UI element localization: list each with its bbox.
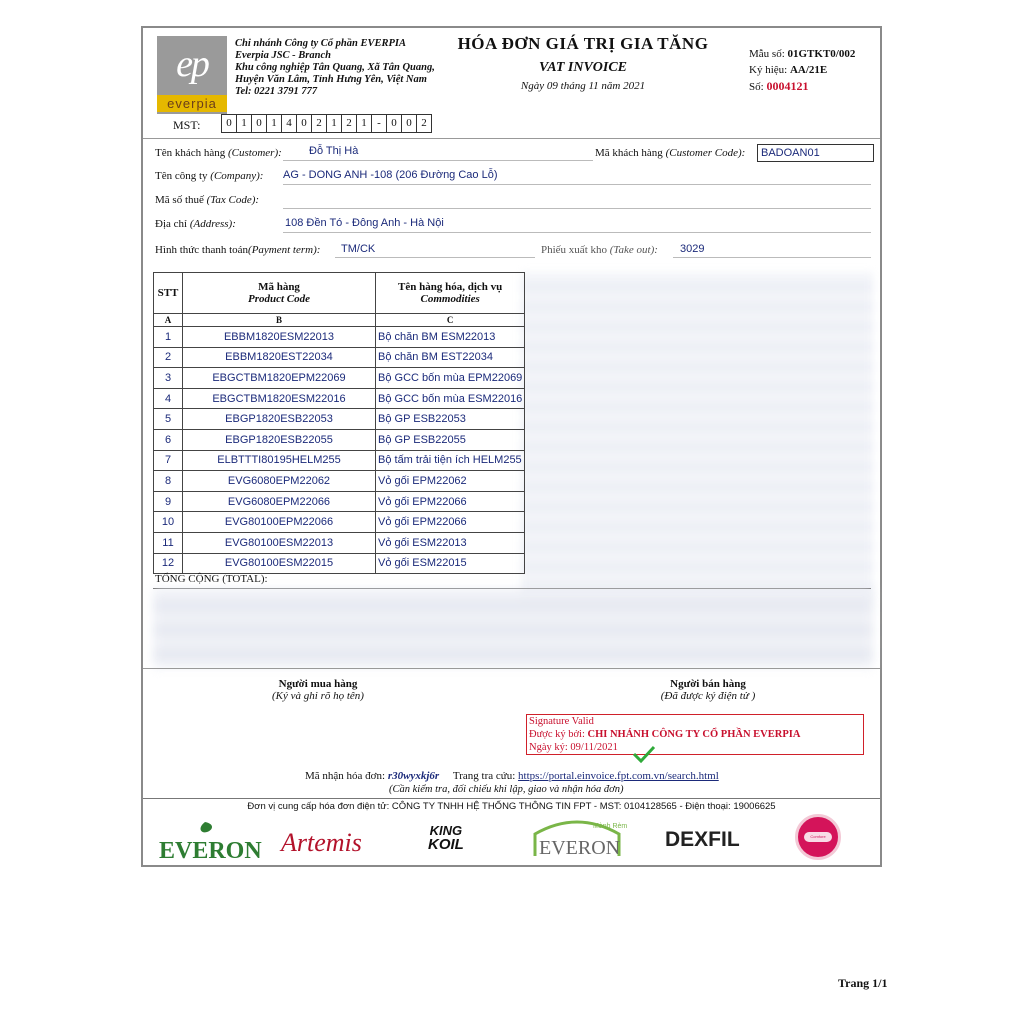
payment-term: TM/CK xyxy=(341,243,376,255)
mst-char: 0 xyxy=(401,114,416,133)
invoice-document xyxy=(141,26,882,867)
invoice-meta xyxy=(749,46,855,95)
check-icon xyxy=(632,744,656,764)
symbol-value: AA/21E xyxy=(789,64,828,76)
divider xyxy=(143,798,880,799)
table-row: 12 EVG80100ESM22015 Vỏ gối ESM22015 xyxy=(154,553,525,574)
payment-label: Hình thức thanh toán(Payment term): xyxy=(155,244,321,256)
mst-label: MST: xyxy=(173,118,201,132)
invoice-date: Ngày 09 tháng 11 năm 2021 xyxy=(520,80,646,92)
comfore-logo: Comfore OpulentTouch xyxy=(795,814,841,860)
mst-char: 0 xyxy=(296,114,311,133)
table-row: 10 EVG80100EPM22066 Vỏ gối EPM22066 xyxy=(154,512,525,533)
customer-name: Đỗ Thị Hà xyxy=(309,145,359,157)
symbol-label: Ký hiệu: xyxy=(749,64,790,76)
lookup-note: (Cần kiểm tra, đối chiếu khi lập, giao và nhận hóa đơn) xyxy=(389,784,624,795)
company-info xyxy=(235,38,435,98)
mst-char: 0 xyxy=(221,114,236,133)
table-row: 6 EBGP1820ESB22055 Bộ GP ESB22055 xyxy=(154,429,525,450)
dexfil-logo: DEXFIL xyxy=(665,828,740,851)
redacted-totals xyxy=(153,588,873,668)
customer-name-label: Tên khách hàng (Customer): xyxy=(155,147,282,159)
signature-valid-text: Signature Valid xyxy=(529,716,594,727)
everon-curtain-logo xyxy=(529,816,628,867)
table-row: 8 EVG6080EPM22062 Vỏ gối EPM22062 xyxy=(154,471,525,492)
company-name-vn: Chi nhánh Công ty Cổ phần EVERPIA xyxy=(235,38,406,49)
digital-signature-box: Signature Valid Được ký bởi: CHI NHÁNH CÔNG TY CỔ PHẦN EVERPIA Ngày ký: 09/11/2021 xyxy=(526,714,864,755)
mst-char: 1 xyxy=(266,114,281,133)
col-stt: STT xyxy=(154,273,183,314)
company-address-2: Huyện Văn Lâm, Tỉnh Hưng Yên, Việt Nam xyxy=(235,74,427,85)
table-row: 9 EVG6080EPM22066 Vỏ gối EPM22066 xyxy=(154,491,525,512)
mst-char: 1 xyxy=(326,114,341,133)
col-code: Mã hàng Product Code xyxy=(183,273,376,314)
mst-char: 1 xyxy=(356,114,371,133)
dotline xyxy=(283,184,871,185)
sign-date: Ngày ký: 09/11/2021 xyxy=(529,742,618,753)
table-row: 1 EBBM1820ESM22013 Bộ chăn BM ESM22013 xyxy=(154,327,525,348)
mst-char: 1 xyxy=(236,114,251,133)
total-label: TỔNG CỘNG (TOTAL): xyxy=(155,573,268,585)
svg-text:EVERON: EVERON xyxy=(539,837,621,859)
logo-brand-text: everpia xyxy=(157,95,227,112)
logo-mark: ep xyxy=(176,43,208,85)
address-label: Địa chỉ (Address): xyxy=(155,218,236,230)
divider xyxy=(143,138,880,139)
dotline xyxy=(335,257,535,258)
lookup-code: r30wyxkj6r xyxy=(387,770,440,782)
customer-code: BADOAN01 xyxy=(757,144,874,162)
mst-char: 2 xyxy=(341,114,356,133)
invoice-title xyxy=(443,34,723,92)
svg-text:Mành Rèm: Mành Rèm xyxy=(593,823,628,830)
dotline xyxy=(283,208,871,209)
mst-char: 4 xyxy=(281,114,296,133)
col-a: A xyxy=(154,314,183,327)
customer-code-label: Mã khách hàng (Customer Code): xyxy=(595,147,746,159)
signer-name: CHI NHÁNH CÔNG TY CỔ PHẦN EVERPIA xyxy=(587,729,801,740)
items-table xyxy=(153,272,525,574)
king-koil-logo: KING KOIL xyxy=(428,823,464,853)
table-row: 5 EBGP1820ESB22053 Bộ GP ESB22053 xyxy=(154,409,525,430)
form-value: 01GTKT0/002 xyxy=(787,48,856,60)
company-address-1: Khu công nghiệp Tân Quang, Xã Tân Quang, xyxy=(235,62,435,73)
table-row: 7 ELBTTTI80195HELM255 Bộ tấm trải tiện ích HELM255 xyxy=(154,450,525,471)
invoice-number: 0004121 xyxy=(766,79,809,93)
portal-link[interactable]: https://portal.einvoice.fpt.com.vn/search.html xyxy=(518,770,719,782)
mst-char: 0 xyxy=(251,114,266,133)
mst-boxes xyxy=(221,114,432,133)
tax-code-label: Mã số thuế (Tax Code): xyxy=(155,194,260,206)
company-tel: Tel: 0221 3791 777 xyxy=(235,86,318,97)
dotline xyxy=(283,160,593,161)
page-number: Trang 1/1 xyxy=(838,976,888,990)
mst-char: 2 xyxy=(416,114,432,133)
takeout-number: 3029 xyxy=(680,243,705,255)
company-name-en: Everpia JSC - Branch xyxy=(235,50,331,61)
mst-char: 2 xyxy=(311,114,326,133)
seller-signature: Người bán hàng (Đã được ký điện tử ) xyxy=(660,678,756,702)
col-c: C xyxy=(376,314,525,327)
dotline xyxy=(673,257,871,258)
number-label: Số: xyxy=(749,81,767,93)
redacted-columns xyxy=(521,272,873,602)
divider xyxy=(143,668,880,669)
table-row: 2 EBBM1820EST22034 Bộ chăn BM EST22034 xyxy=(154,347,525,368)
everon-logo xyxy=(157,820,262,869)
title-vn: HÓA ĐƠN GIÁ TRỊ GIA TĂNG xyxy=(457,34,709,53)
provider-info: Đơn vị cung cấp hóa đơn điện tử: CÔNG TY TNHH HỆ THỐNG THÔNG TIN FPT - MST: 0104128565 - Điện thoại: 19006625 xyxy=(247,801,776,812)
col-b: B xyxy=(183,314,376,327)
mst-char: - xyxy=(371,114,386,133)
dotline xyxy=(283,232,871,233)
table-row: 11 EVG80100ESM22013 Vỏ gối ESM22013 xyxy=(154,532,525,553)
company-label: Tên công ty (Company): xyxy=(155,170,264,182)
table-row: 4 EBGCTBM1820ESM22016 Bộ GCC bốn mùa ESM22016 xyxy=(154,388,525,409)
col-name: Tên hàng hóa, dịch vụ Commodities xyxy=(376,273,525,314)
buyer-signature: Người mua hàng (Ký và ghi rõ họ tên) xyxy=(272,678,364,702)
customer-address: 108 Đền Tó - Đông Anh - Hà Nội xyxy=(285,217,444,229)
form-label: Mẫu số: xyxy=(749,48,788,60)
artemis-logo: Artemis xyxy=(281,828,362,857)
svg-text:EVERON: EVERON xyxy=(159,838,262,864)
lookup-line: Mã nhận hóa đơn: r30wyxkj6r Trang tra cứu: https://portal.einvoice.fpt.com.vn/search.html xyxy=(305,770,719,782)
customer-company: AG - DONG ANH -108 (206 Đường Cao Lỗ) xyxy=(283,169,498,181)
mst-char: 0 xyxy=(386,114,401,133)
takeout-label: Phiếu xuất kho (Take out): xyxy=(541,244,658,256)
title-en: VAT INVOICE xyxy=(538,60,628,75)
table-row: 3 EBGCTBM1820EPM22069 Bộ GCC bốn mùa EPM22069 xyxy=(154,368,525,389)
